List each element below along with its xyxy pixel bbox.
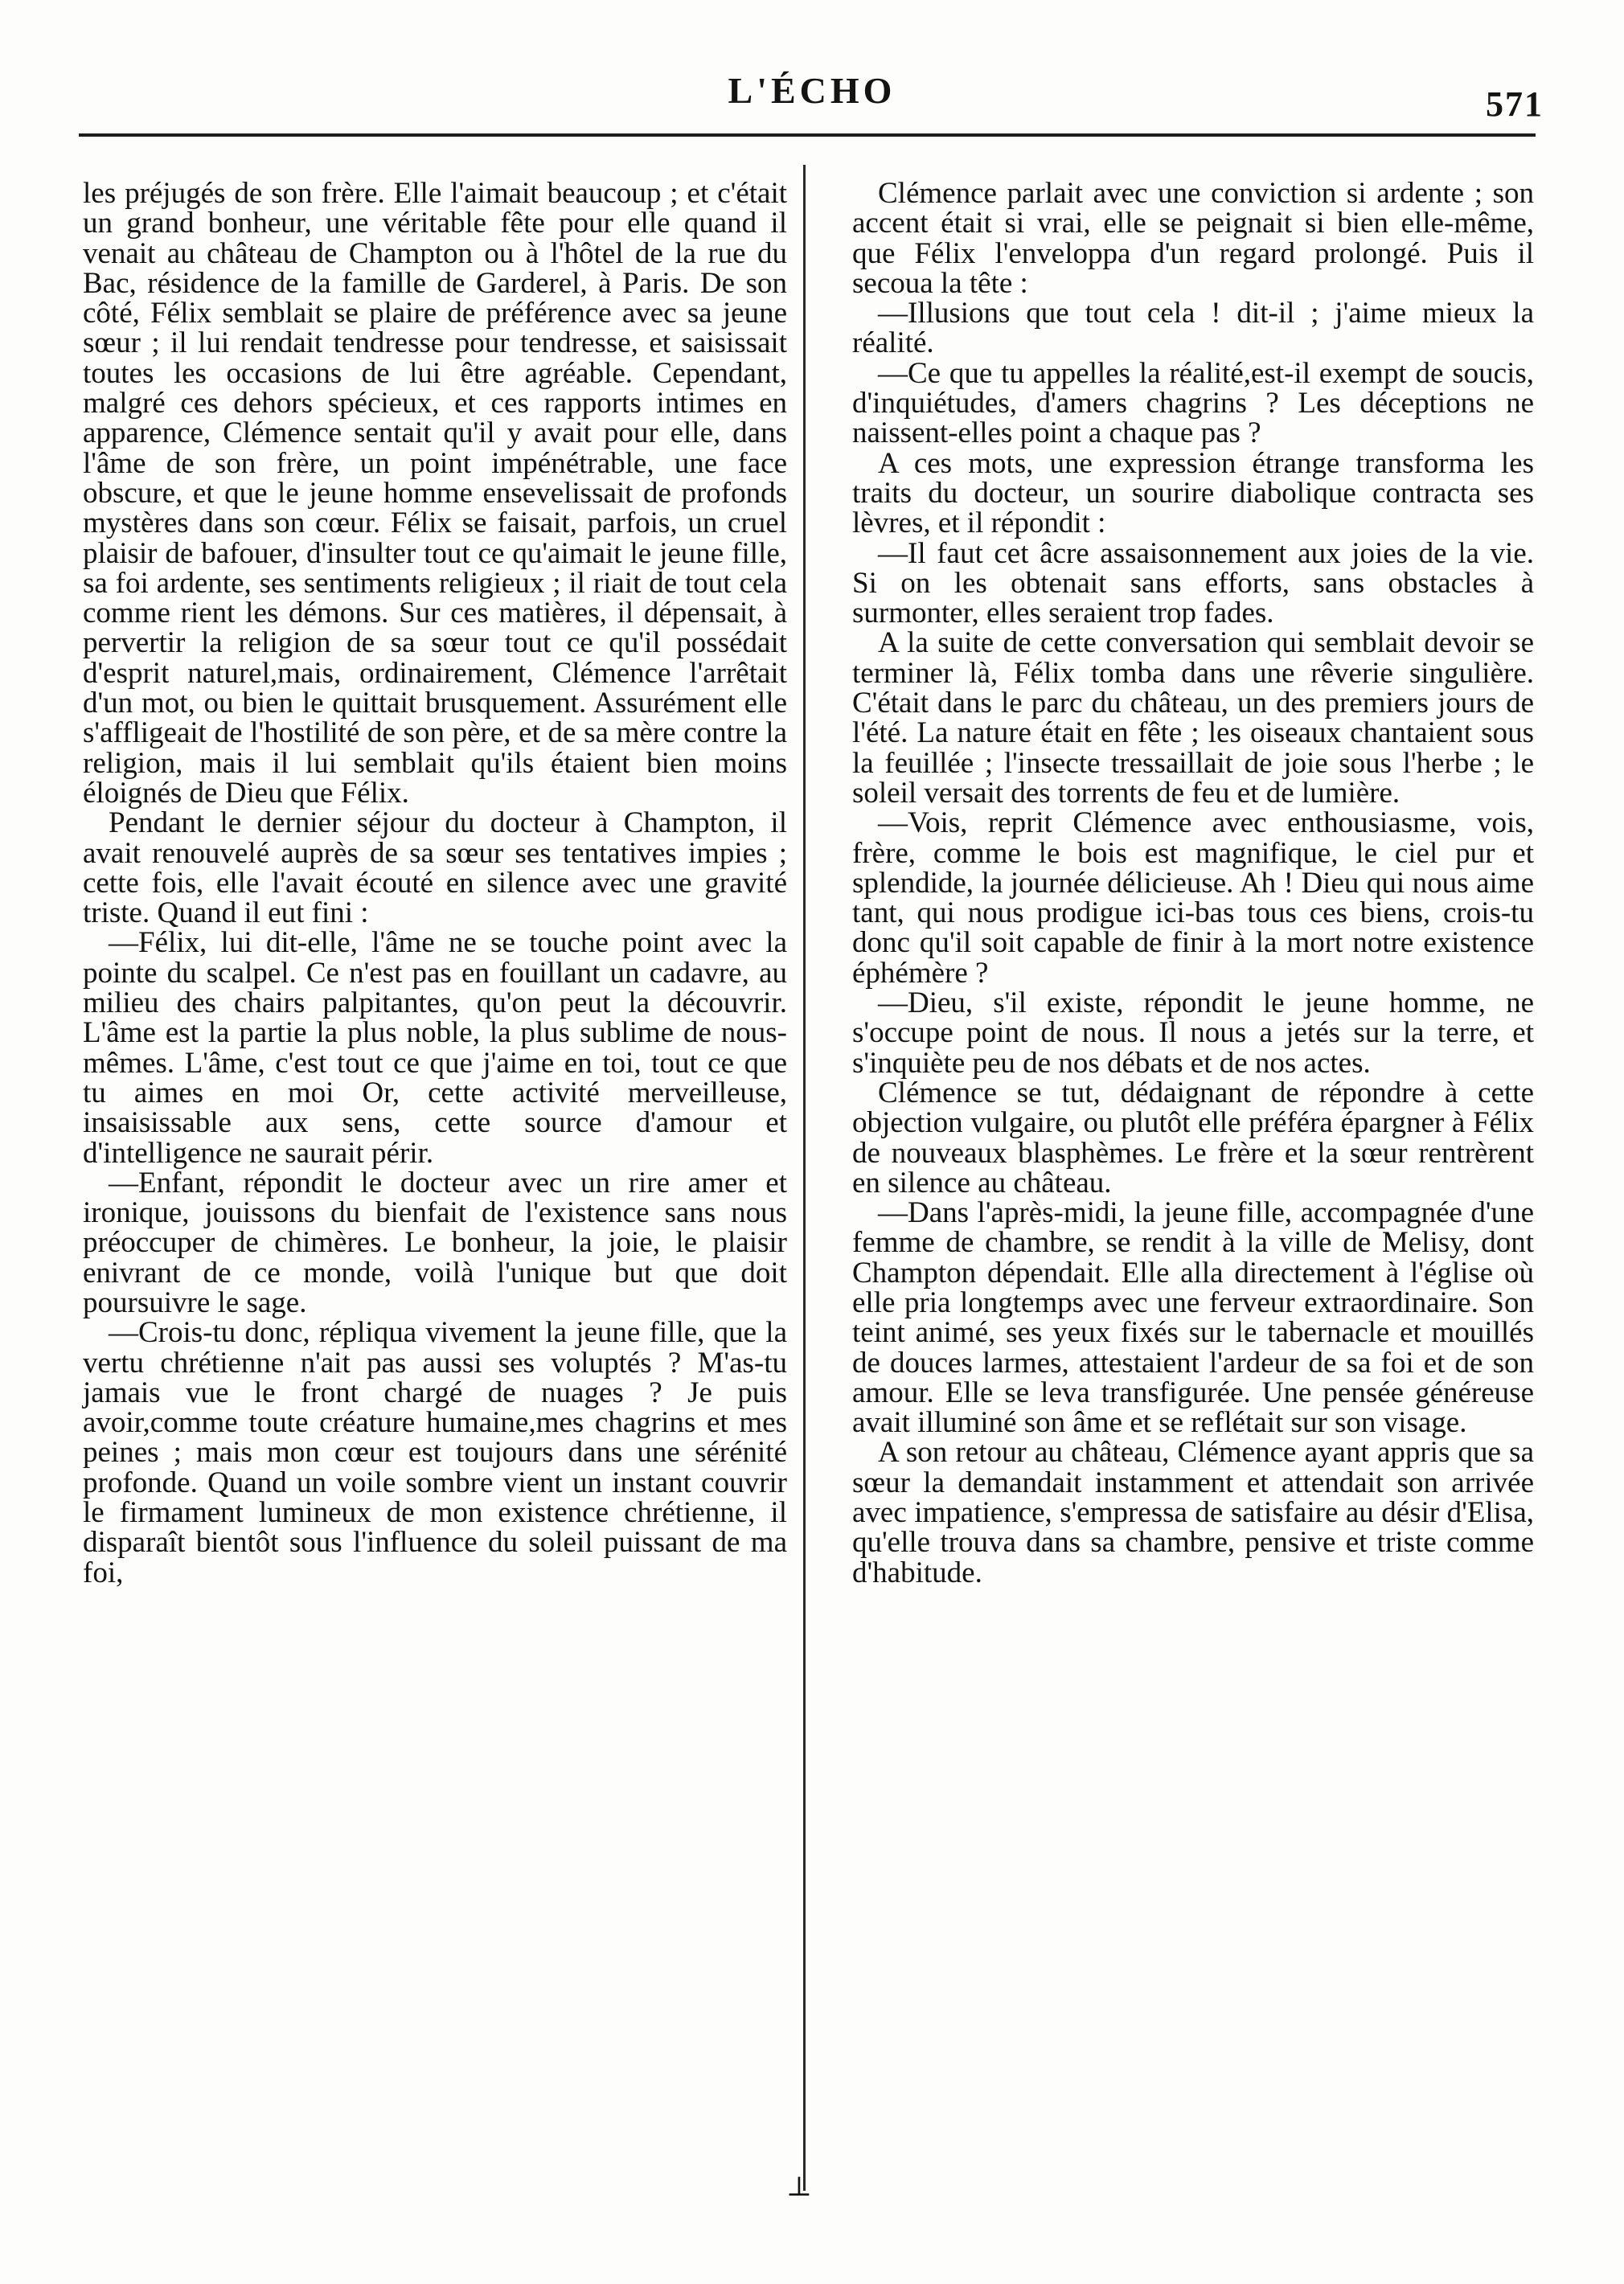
- paragraph: —Il faut cet âcre assaisonnement aux joies de la vie. Si on les obtenait sans efforts, sans obstacles à surmonter, elles seraient trop fades.: [852, 536, 1534, 630]
- left-column: [83, 178, 787, 1588]
- paragraph: A ces mots, une expression étrange transforma les traits du docteur, un sourire diabolique contracta ses lèvres, et il répondit :: [852, 446, 1534, 540]
- paragraph: —Félix, lui dit-elle, l'âme ne se touche point avec la pointe du scalpel. Ce n'est pas en fouillant un cadavre, au milieu des chairs palpitantes, qu'on peut la découvrir. L'âme est la partie la plus noble, la plus sublime de nous-mêmes. L'âme, c'est tout ce que j'aime en toi, tout ce que tu aimes en moi Or, cette activité merveilleuse, insaisissable aux sens, cette source d'amour et d'intelligence ne saurait périr.: [83, 926, 787, 1170]
- page-title: L'ÉCHO: [728, 70, 896, 111]
- paragraph: Clémence parlait avec une conviction si ardente ; son accent était si vrai, elle se peignait si bien elle-même, que Félix l'enveloppa d'un regard prolongé. Puis il secoua la tête :: [852, 177, 1534, 300]
- paragraph: les préjugés de son frère. Elle l'aimait beaucoup ; et c'était un grand bonheur, une véritable fête pour elle quand il venait au château de Champton ou à l'hôtel de la rue du Bac, résidence de la famille de Garderel, à Paris. De son côté, Félix semblait se plaire de préférence avec sa jeune sœur ; il lui rendait tendresse pour tendresse, et saisissait toutes les occasions de lui être agréable. Cependant, malgré ces dehors spécieux, et ces rapports intimes en apparence, Clémence sentait qu'il y avait pour elle, dans l'âme de son frère, un point impénétrable, une face obscure, et que le jeune homme ensevelissait de profonds mystères dans son cœur. Félix se faisait, parfois, un cruel plaisir de bafouer, d'insulter tout ce qu'aimait le jeune fille, sa foi ardente, ses sentiments religieux ; il riait de tout cela comme rient les démons. Sur ces matières, il dépensait, à pervertir la religion de sa sœur tout ce qu'il possédait d'esprit naturel,mais, ordinairement, Clémence l'arrêtait d'un mot, ou bien le quittait brusquement. Assurément elle s'affligeait de l'hostilité de son père, et de sa mère contre la religion, mais il lui semblait qu'ils étaient bien moins éloignés de Dieu que Félix.: [83, 177, 787, 810]
- page-number: 571: [1486, 84, 1544, 124]
- right-column: [852, 178, 1534, 1588]
- footer-mark: ⊥: [786, 2172, 812, 2202]
- paragraph: Pendant le dernier séjour du docteur à Champton, il avait renouvelé auprès de sa sœur ses tentatives impies ; cette fois, elle l'avait écouté en silence avec une gravité triste. Quand il eut fini :: [83, 806, 787, 930]
- paragraph: Clémence se tut, dédaignant de répondre à cette objection vulgaire, ou plutôt elle préféra épargner à Félix de nouveaux blasphèmes. Le frère et la sœur rentrèrent en silence au château.: [852, 1076, 1534, 1199]
- paragraph: —Crois-tu donc, répliqua vivement la jeune fille, que la vertu chrétienne n'ait pas aussi ses voluptés ? M'as-tu jamais vue le front chargé de nuages ? Je puis avoir,comme toute créature humaine,mes chagrins et mes peines ; mais mon cœur est toujours dans une sérénité profonde. Quand un voile sombre vient un instant couvrir le firmament lumineux de mon existence chrétienne, il disparaît bientôt sous l'influence du soleil puissant de ma foi,: [83, 1316, 787, 1589]
- paragraph: —Enfant, répondit le docteur avec un rire amer et ironique, jouissons du bienfait de l'existence sans nous préoccuper de chimères. Le bonheur, la joie, le plaisir enivrant de ce monde, voilà l'unique but que doit poursuivre le sage.: [83, 1166, 787, 1319]
- header-rule: [79, 133, 1536, 137]
- column-divider: [803, 165, 806, 2191]
- paragraph: A son retour au château, Clémence ayant appris que sa sœur la demandait instamment et attendait son arrivée avec impatience, s'empressa de satisfaire au désir d'Elisa, qu'elle trouva dans sa chambre, pensive et triste comme d'habitude.: [852, 1436, 1534, 1589]
- paragraph: A la suite de cette conversation qui semblait devoir se terminer là, Félix tomba dans une rêverie singulière. C'était dans le parc du château, un des premiers jours de l'été. La nature était en fête ; les oiseaux chantaient sous la feuillée ; l'insecte tressaillait de joie sous l'herbe ; le soleil versait des torrents de feu et de lumière.: [852, 626, 1534, 810]
- paragraph: —Dieu, s'il existe, répondit le jeune homme, ne s'occupe point de nous. Il nous a jetés sur la terre, et s'inquiète peu de nos débats et de nos actes.: [852, 986, 1534, 1080]
- paragraph: —Illusions que tout cela ! dit-il ; j'aime mieux la réalité.: [852, 297, 1534, 360]
- paragraph: —Dans l'après-midi, la jeune fille, accompagnée d'une femme de chambre, se rendit à la ville de Melisy, dont Champton dépendait. Elle alla directement à l'église où elle pria longtemps avec une ferveur extraordinaire. Son teint animé, ses yeux fixés sur le tabernacle et mouillés de douces larmes, attestaient l'ardeur de sa foi et de son amour. Elle se leva transfigurée. Une pensée généreuse avait illuminé son âme et se reflétait sur son visage.: [852, 1196, 1534, 1440]
- paragraph: —Ce que tu appelles la réalité,est-il exempt de soucis, d'inquiétudes, d'amers chagrins ? Les déceptions ne naissent-elles point a chaque pas ?: [852, 356, 1534, 450]
- paragraph: —Vois, reprit Clémence avec enthousiasme, vois, frère, comme le bois est magnifique, le ciel pur et splendide, la journée délicieuse. Ah ! Dieu qui nous aime tant, qui nous prodigue ici-bas tous ces biens, crois-tu donc qu'il soit capable de finir à la mort notre existence éphémère ?: [852, 806, 1534, 990]
